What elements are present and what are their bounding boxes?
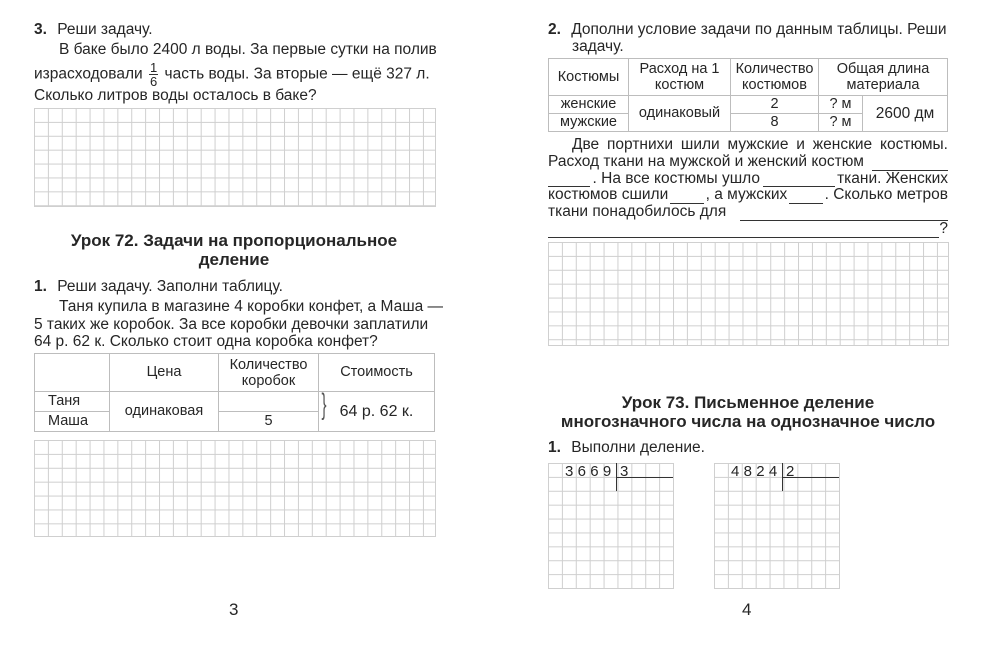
- answer-grid[interactable]: [34, 440, 436, 537]
- task-text: ткани. Женских: [837, 169, 948, 187]
- task-text: 64 р. 62 к. Сколько стоит одна коробка конфет?: [34, 333, 378, 350]
- table-header: Количество костюмов: [731, 59, 819, 96]
- task-instruction: задачу.: [572, 38, 624, 55]
- total-cell: 2600 дм: [863, 96, 948, 132]
- task-text: костюмов сшили: [548, 186, 669, 204]
- task-text: В баке было 2400 л воды. За первые сутки на полив: [59, 41, 437, 58]
- table-header: Стоимость: [319, 354, 435, 392]
- divisor: 2: [786, 463, 799, 480]
- task1-header: [548, 439, 705, 457]
- task-number: 2.: [548, 21, 561, 38]
- fraction-denominator: 6: [149, 74, 158, 89]
- fraction: [149, 61, 158, 88]
- task-text: ткани понадобилось для: [548, 203, 727, 221]
- fraction-numerator: 1: [149, 60, 158, 75]
- total-value: 64 р. 62 к.: [339, 403, 414, 420]
- blank-line[interactable]: [740, 208, 948, 221]
- task-text: Таня купила в магазине 4 коробки конфет, а Маша —: [59, 298, 444, 315]
- task-text: часть воды. За вторые — ещё 327 л.: [164, 65, 430, 83]
- page-number: 4: [742, 600, 752, 619]
- divisor: 3: [620, 463, 633, 480]
- blank-line[interactable]: [872, 158, 948, 171]
- blank-line[interactable]: [789, 191, 823, 204]
- table-header: Количество коробок: [219, 354, 319, 392]
- task2-paragraph: [548, 137, 948, 238]
- task-text: Две портнихи шили мужские и женские костюмы.: [572, 136, 948, 153]
- task-instruction: Выполни деление.: [571, 439, 705, 456]
- price-cell: одинаковая: [110, 392, 219, 432]
- row-name: Маша: [35, 412, 110, 432]
- table-header: Расход на 1 костюм: [629, 59, 731, 96]
- division-grid[interactable]: [548, 463, 674, 589]
- count-cell[interactable]: 5: [219, 412, 319, 432]
- row-name: мужские: [549, 114, 629, 132]
- task-text: ?: [939, 219, 948, 237]
- lesson-title: [528, 393, 968, 431]
- task-number: 3.: [34, 21, 47, 38]
- task2-header: [548, 21, 947, 39]
- task-text: 5 таких же коробок. За все коробки девочки заплатили: [34, 316, 429, 333]
- row-name: женские: [549, 96, 629, 114]
- row-name: Таня: [35, 392, 110, 412]
- brace-icon: }: [321, 388, 327, 421]
- table-row: [549, 96, 948, 114]
- count-cell[interactable]: [219, 392, 319, 412]
- table-row: [35, 392, 435, 412]
- task-instruction: Реши задачу. Заполни таблицу.: [57, 278, 283, 295]
- count-cell: 2: [731, 96, 819, 114]
- dividend: 3669: [565, 463, 616, 480]
- task1-header: [34, 278, 283, 296]
- task-text: , а мужских: [705, 186, 788, 204]
- dividend: 4824: [731, 463, 782, 480]
- task-text: . Сколько метров: [824, 186, 948, 204]
- usage-cell: одинаковый: [629, 96, 731, 132]
- table-header: Цена: [110, 354, 219, 392]
- blank-line[interactable]: [548, 225, 939, 238]
- lesson-title: [34, 231, 434, 269]
- table-header: Общая длина материала: [819, 59, 948, 96]
- task3-header: [34, 21, 153, 39]
- lesson-title-line: Урок 72. Задачи на пропорциональное: [70, 231, 398, 250]
- page-number: 3: [229, 600, 239, 619]
- total-cell: [319, 388, 435, 432]
- lesson-title-line: деление: [198, 250, 270, 269]
- task-text-with-fraction: [34, 61, 430, 88]
- task-number: 1.: [34, 278, 47, 295]
- length-cell[interactable]: ? м: [819, 96, 863, 114]
- task-text: . На все костюмы ушло: [592, 169, 761, 187]
- task-instruction: Реши задачу.: [57, 21, 153, 38]
- table-header: [35, 354, 110, 392]
- length-cell[interactable]: ? м: [819, 114, 863, 132]
- suits-table: [548, 58, 948, 132]
- candy-table: [34, 353, 435, 432]
- table-header: Костюмы: [549, 59, 629, 96]
- lesson-title-line: Урок 73. Письменное деление: [621, 393, 875, 412]
- task-number: 1.: [548, 439, 561, 456]
- lesson-title-line: многозначного числа на однозначное число: [560, 412, 936, 431]
- count-cell: 8: [731, 114, 819, 132]
- answer-grid[interactable]: [34, 108, 436, 207]
- task-text: израсходовали: [34, 65, 143, 83]
- task-text: Расход ткани на мужской и женский костюм: [548, 152, 864, 170]
- task-text: Сколько литров воды осталось в баке?: [34, 87, 317, 104]
- answer-grid[interactable]: [548, 242, 949, 346]
- division-grid[interactable]: [714, 463, 840, 589]
- task-instruction: Дополни условие задачи по данным таблицы. Реши: [571, 21, 947, 38]
